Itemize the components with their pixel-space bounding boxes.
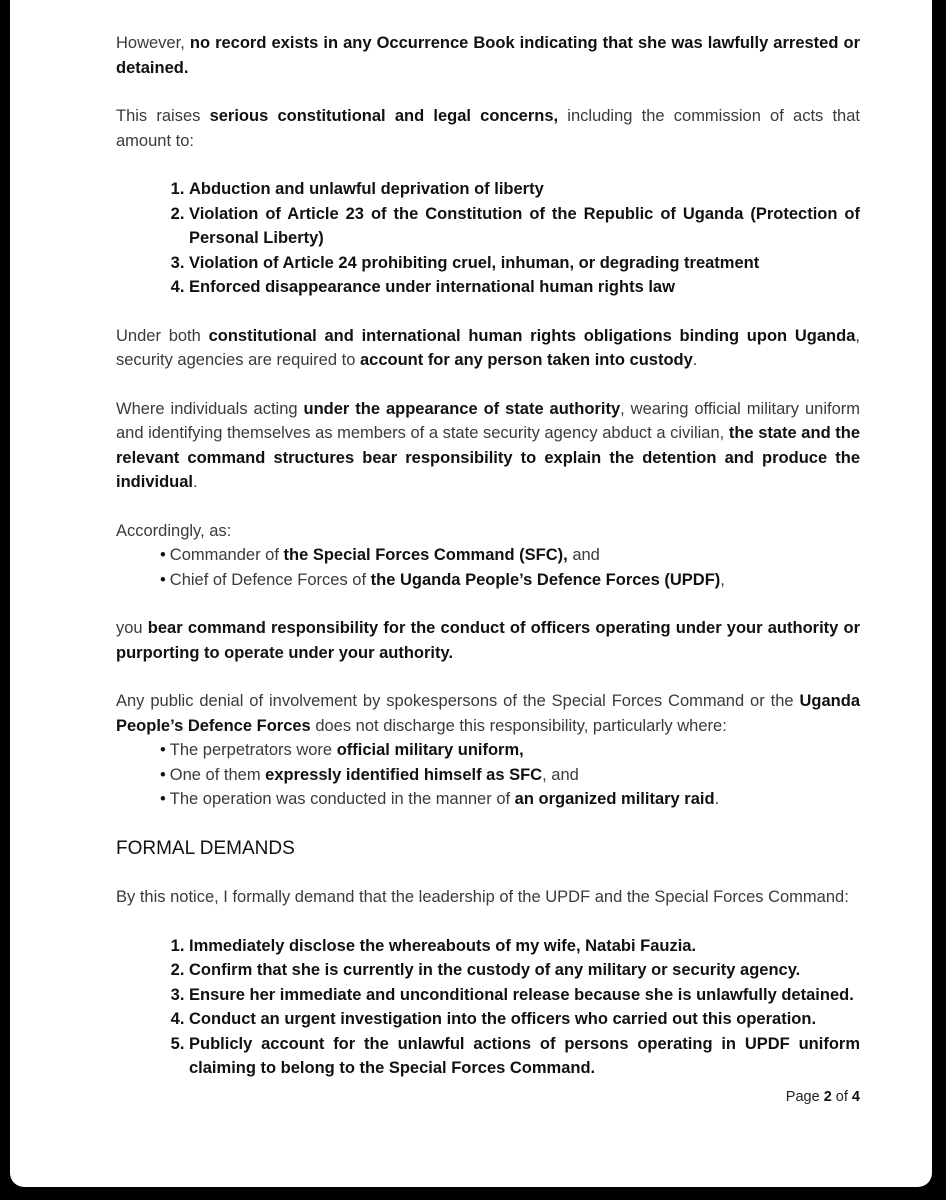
paragraph-obligations: Under both constitutional and international human rights obligations binding upon Uganda, security agencies are required to account for any person taken into custody. bbox=[116, 326, 860, 369]
list-item: 3. Violation of Article 24 prohibiting cruel, inhuman, or degrading treatment bbox=[189, 251, 860, 276]
paragraph-command-responsibility: you bear command responsibility for the conduct of officers operating under your authority or purporting to operate under your authority. bbox=[116, 619, 861, 662]
paragraph-state-authority: Where individuals acting under the appearance of state authority, wearing official military uniform and identifying themselves as members of a state security agency abduct a civilian, the state and the relevant command structures bear responsibility to explain the detention and produce the individual. bbox=[116, 399, 860, 491]
list-item: 3. Ensure her immediate and unconditional release because she is unlawfully detained. bbox=[189, 983, 860, 1008]
paragraph-no-record: However, no record exists in any Occurrence Book indicating that she was lawfully arrested or detained. bbox=[116, 34, 860, 77]
list-item: 1. Abduction and unlawful deprivation of liberty bbox=[189, 177, 860, 202]
acts-list bbox=[116, 177, 860, 300]
document-body bbox=[116, 31, 860, 1109]
conditions-list bbox=[116, 738, 860, 812]
paragraph-concerns: This raises serious constitutional and legal concerns, including the commission of acts that amount to: bbox=[116, 107, 860, 150]
list-item: 4. Enforced disappearance under international human rights law bbox=[189, 275, 860, 300]
paragraph-formal-demand: By this notice, I formally demand that the leadership of the UPDF and the Special Forces Command: bbox=[116, 888, 849, 906]
list-item: • The operation was conducted in the manner of an organized military raid. bbox=[160, 787, 860, 812]
list-item: • The perpetrators wore official military uniform, bbox=[160, 738, 860, 763]
demands-list bbox=[116, 934, 860, 1081]
list-item: 1. Immediately disclose the whereabouts of my wife, Natabi Fauzia. bbox=[189, 934, 860, 959]
section-heading: FORMAL DEMANDS bbox=[116, 837, 295, 859]
list-item: • One of them expressly identified himself as SFC, and bbox=[160, 763, 860, 788]
paragraph-public-denial: Any public denial of involvement by spokespersons of the Special Forces Command or the Uganda People’s Defence Forces does not discharge this responsibility, particularly where: bbox=[116, 692, 860, 735]
addressees-list bbox=[116, 543, 860, 592]
paragraph-accordingly: Accordingly, as: bbox=[116, 521, 232, 540]
list-item: 2. Violation of Article 23 of the Constitution of the Republic of Uganda (Protection of Personal Liberty) bbox=[189, 202, 860, 251]
list-item: 5. Publicly account for the unlawful actions of persons operating in UPDF uniform claiming to belong to the Special Forces Command. bbox=[189, 1032, 860, 1081]
list-item: • Chief of Defence Forces of the Uganda People’s Defence Forces (UPDF), bbox=[160, 568, 860, 593]
document-page bbox=[10, 0, 932, 1187]
list-item: 4. Conduct an urgent investigation into the officers who carried out this operation. bbox=[189, 1007, 860, 1032]
list-item: 2. Confirm that she is currently in the custody of any military or security agency. bbox=[189, 958, 860, 983]
page-number: Page 2 of 4 bbox=[785, 1088, 860, 1105]
list-item: • Commander of the Special Forces Command (SFC), and bbox=[160, 543, 860, 568]
